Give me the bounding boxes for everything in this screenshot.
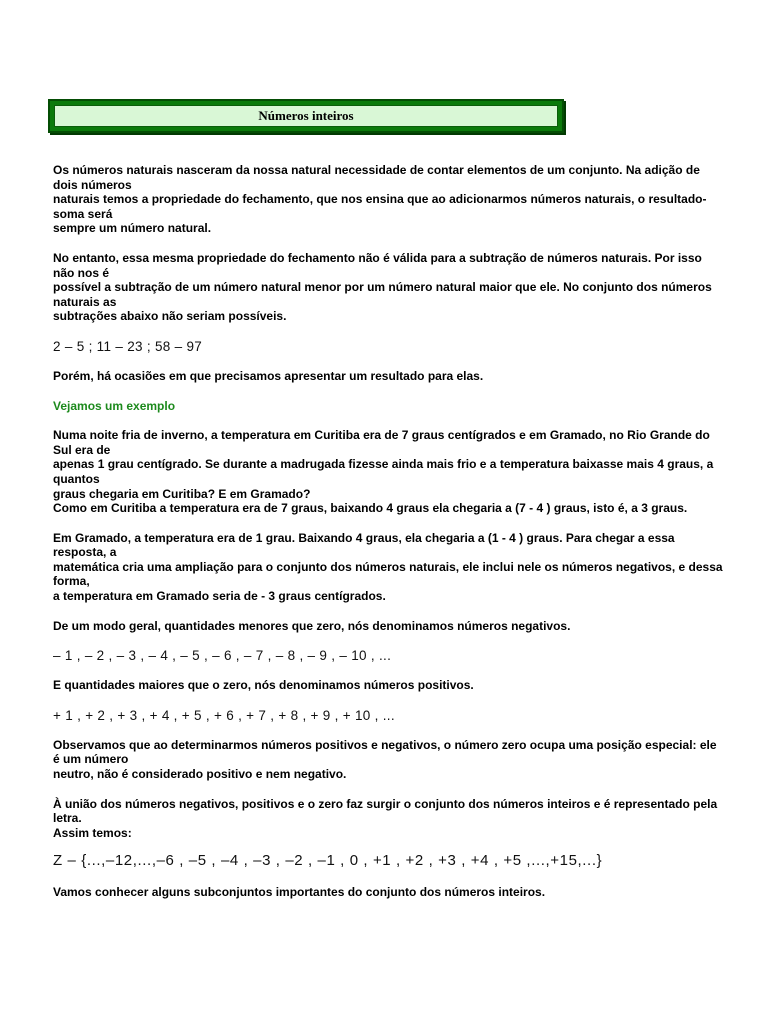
paragraph-closure [53, 251, 723, 324]
math-integer-set: Z – {...,–12,...,–6 , –5 , –4 , –3 , –2 , –1 , 0 , +1 , +2 , +3 , +4 , +5 ,...,+15,...} [53, 852, 603, 870]
paragraph-union [53, 797, 723, 841]
text-line: a temperatura em Gramado seria de - 3 graus centígrados. [53, 589, 386, 604]
text-line: Vamos conhecer alguns subconjuntos importantes do conjunto dos números inteiros. [53, 885, 546, 900]
math-negative-numbers: – 1 , – 2 , – 3 , – 4 , – 5 , – 6 , – 7 , – 8 , – 9 , – 10 , ... [53, 648, 392, 664]
paragraph-positives [53, 678, 723, 693]
paragraph-occasions [53, 369, 723, 384]
paragraph-negatives [53, 619, 723, 634]
paragraph-example [53, 428, 723, 516]
math-subtractions: 2 – 5 ; 11 – 23 ; 58 – 97 [53, 338, 203, 354]
paragraph-intro [53, 163, 723, 236]
text-line: Em Gramado, a temperatura era de 1 grau. Baixando 4 graus, ela chegaria a (1 - 4 ) graus. Para chegar a essa resposta, a [53, 530, 675, 560]
title-banner [48, 99, 564, 133]
text-line: De um modo geral, quantidades menores que zero, nós denominamos números negativos. [53, 618, 571, 633]
text-line: neutro, não é considerado positivo e nem negativo. [53, 767, 347, 782]
text-line: matemática cria uma ampliação para o conjunto dos números naturais, ele inclui nele os números negativos, e dessa forma, [53, 559, 723, 589]
text-line: sempre um número natural. [53, 221, 212, 236]
math-positive-numbers: + 1 , + 2 , + 3 , + 4 , + 5 , + 6 , + 7 , + 8 , + 9 , + 10 , ... [53, 707, 395, 723]
text-line: E quantidades maiores que o zero, nós denominamos números positivos. [53, 678, 474, 693]
text-line: À união dos números negativos, positivos e o zero faz surgir o conjunto dos números inteiros e é representado pela letra. [53, 796, 718, 826]
text-line: Observamos que ao determinarmos números positivos e negativos, o número zero ocupa uma posição especial: ele é um número [53, 737, 717, 767]
text-line: Os números naturais nasceram da nossa natural necessidade de contar elementos de um conjunto. Na adição de dois números [53, 163, 700, 192]
paragraph-gramado [53, 531, 723, 604]
text-line: No entanto, essa mesma propriedade do fechamento não é válida para a subtração de números naturais. Por isso não nos é [53, 250, 702, 280]
paragraph-zero [53, 738, 723, 782]
text-line: apenas 1 grau centígrado. Se durante a madrugada fizesse ainda mais frio e a temperatura baixasse mais 4 graus, a quantos [53, 457, 714, 486]
text-line: Como em Curitiba a temperatura era de 7 graus, baixando 4 graus ela chegaria a (7 - 4 ) graus, isto é, a 3 graus. [53, 501, 688, 516]
title-banner-inner [54, 105, 558, 127]
text-line: graus chegaria em Curitiba? E em Gramado? [53, 486, 311, 501]
text-line: Assim temos: [53, 825, 132, 840]
example-heading: Vejamos um exemplo [53, 398, 176, 413]
paragraph-subsets [53, 885, 723, 900]
page-title: Números inteiros [258, 108, 354, 123]
text-line: Numa noite fria de inverno, a temperatura em Curitiba era de 7 graus centígrados e em Gramado, no Rio Grande do Sul era de [53, 428, 710, 457]
text-line: possível a subtração de um número natural menor por um número natural maior que ele. No conjunto dos números naturais as [53, 280, 712, 309]
text-line: naturais temos a propriedade do fechamento, que nos ensina que ao adicionarmos números naturais, o resultado-soma será [53, 192, 707, 221]
document-body [53, 163, 723, 915]
text-line: Porém, há ocasiões em que precisamos apresentar um resultado para elas. [53, 368, 484, 383]
text-line: subtrações abaixo não seriam possíveis. [53, 309, 287, 324]
